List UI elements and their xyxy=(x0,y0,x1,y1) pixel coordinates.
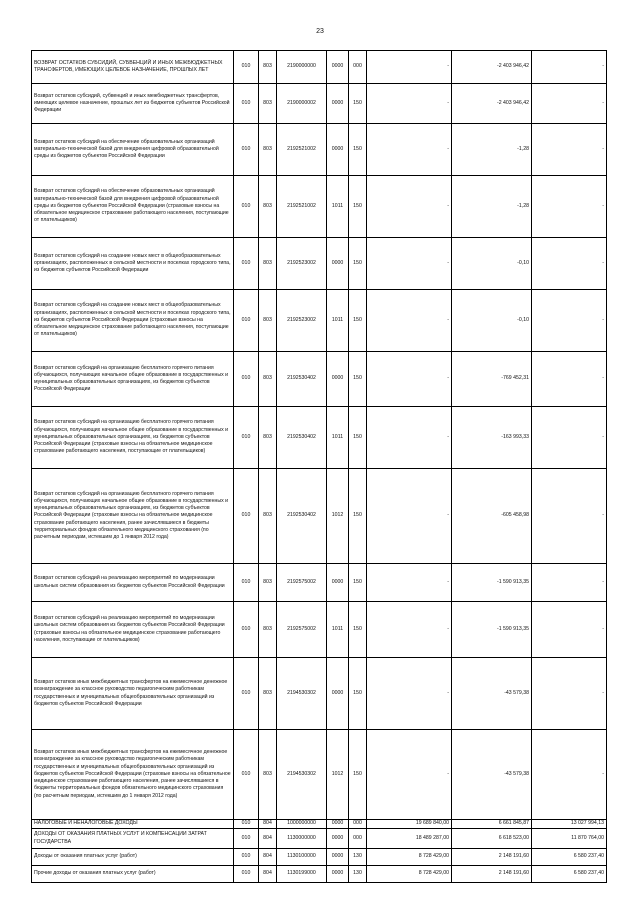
chapter-code: 803 xyxy=(259,124,277,176)
chapter-code: 803 xyxy=(259,176,277,238)
row-name: Возврат остатков субсидий на организацию бесплатного горячего питания обучающихся, получающих начальное общее образование в государственных и муниципальных образовательных организациях, из бюджетов субъектов Российской Федерации (страховые взносы на обязательное медицинское страхование работающего населения, ранее зачислявшиеся в бюджеты территориальных фондов обязательного медицинского страхования (по расчетным периодам, истекшим до 1 января 2012 года) xyxy=(32,469,234,564)
classification-code: 2192530402 xyxy=(277,352,327,407)
row-name: Возврат остатков субсидий на обеспечение образовательных организаций материально-технической базой для внедрения цифровой образовательной среды из бюджетов субъектов Российской Федерации (страховые взносы на обязательное медицинское страхование работающего населения, поступающие от плательщиков) xyxy=(32,176,234,238)
kosgu-code: 000 xyxy=(349,820,367,829)
admin-code: 010 xyxy=(234,820,259,829)
unexecuted-amount: - xyxy=(532,84,607,124)
approved-amount: - xyxy=(367,407,452,469)
classification-code: 2194530302 xyxy=(277,730,327,820)
table-row xyxy=(32,469,607,564)
subtype-code: 1012 xyxy=(327,730,349,820)
chapter-code: 804 xyxy=(259,829,277,849)
admin-code: 010 xyxy=(234,407,259,469)
executed-amount: -1,28 xyxy=(452,124,532,176)
chapter-code: 804 xyxy=(259,849,277,866)
chapter-code: 803 xyxy=(259,290,277,352)
table-body xyxy=(32,51,607,883)
row-name: Возврат остатков субсидий, субвенций и иных межбюджетных трансфертов, имеющих целевое назначение, прошлых лет из бюджетов субъектов Российской Федерации xyxy=(32,84,234,124)
admin-code: 010 xyxy=(234,829,259,849)
admin-code: 010 xyxy=(234,176,259,238)
admin-code: 010 xyxy=(234,84,259,124)
executed-amount: -0,10 xyxy=(452,290,532,352)
executed-amount: -1 590 913,35 xyxy=(452,602,532,658)
classification-code: 2192521002 xyxy=(277,176,327,238)
admin-code: 010 xyxy=(234,849,259,866)
unexecuted-amount: 13 027 994,13 xyxy=(532,820,607,829)
admin-code: 010 xyxy=(234,51,259,84)
approved-amount: - xyxy=(367,730,452,820)
executed-amount: -163 993,33 xyxy=(452,407,532,469)
chapter-code: 803 xyxy=(259,730,277,820)
approved-amount: 8 728 429,00 xyxy=(367,849,452,866)
executed-amount: -769 452,31 xyxy=(452,352,532,407)
admin-code: 010 xyxy=(234,658,259,730)
executed-amount: -43 579,38 xyxy=(452,658,532,730)
kosgu-code: 000 xyxy=(349,829,367,849)
table-row xyxy=(32,730,607,820)
table-row xyxy=(32,820,607,829)
unexecuted-amount: 6 580 237,40 xyxy=(532,849,607,866)
table-row xyxy=(32,84,607,124)
executed-amount: 6 661 845,87 xyxy=(452,820,532,829)
admin-code: 010 xyxy=(234,469,259,564)
approved-amount: - xyxy=(367,352,452,407)
table-row xyxy=(32,352,607,407)
classification-code: 2190000002 xyxy=(277,84,327,124)
classification-code: 2192521002 xyxy=(277,124,327,176)
executed-amount: -2 403 946,42 xyxy=(452,51,532,84)
executed-amount: -1 590 913,35 xyxy=(452,564,532,602)
subtype-code: 0000 xyxy=(327,849,349,866)
approved-amount: - xyxy=(367,290,452,352)
executed-amount: 2 148 191,60 xyxy=(452,866,532,883)
unexecuted-amount: - xyxy=(532,352,607,407)
kosgu-code: 150 xyxy=(349,602,367,658)
kosgu-code: 150 xyxy=(349,352,367,407)
classification-code: 2192523002 xyxy=(277,290,327,352)
chapter-code: 803 xyxy=(259,84,277,124)
chapter-code: 803 xyxy=(259,238,277,290)
approved-amount: - xyxy=(367,602,452,658)
approved-amount: 8 728 429,00 xyxy=(367,866,452,883)
kosgu-code: 150 xyxy=(349,730,367,820)
approved-amount: - xyxy=(367,176,452,238)
admin-code: 010 xyxy=(234,602,259,658)
subtype-code: 1012 xyxy=(327,469,349,564)
table-row xyxy=(32,602,607,658)
approved-amount: 19 689 840,00 xyxy=(367,820,452,829)
admin-code: 010 xyxy=(234,730,259,820)
admin-code: 010 xyxy=(234,238,259,290)
kosgu-code: 150 xyxy=(349,407,367,469)
table-row xyxy=(32,176,607,238)
unexecuted-amount: 11 870 764,00 xyxy=(532,829,607,849)
table-row xyxy=(32,51,607,84)
row-name: Возврат остатков субсидий на организацию бесплатного горячего питания обучающихся, получающих начальное общее образование в государственных и муниципальных образовательных организациях, из бюджетов субъектов Российской Федерации (страховые взносы на обязательное медицинское страхование работающего населения, поступающие от плательщиков) xyxy=(32,407,234,469)
admin-code: 010 xyxy=(234,124,259,176)
executed-amount: 2 148 191,60 xyxy=(452,849,532,866)
classification-code: 2190000000 xyxy=(277,51,327,84)
chapter-code: 803 xyxy=(259,564,277,602)
unexecuted-amount: - xyxy=(532,658,607,730)
executed-amount: -605 458,98 xyxy=(452,469,532,564)
unexecuted-amount: 6 580 237,40 xyxy=(532,866,607,883)
subtype-code: 0000 xyxy=(327,829,349,849)
approved-amount: - xyxy=(367,124,452,176)
unexecuted-amount: - xyxy=(532,730,607,820)
unexecuted-amount: - xyxy=(532,469,607,564)
chapter-code: 803 xyxy=(259,51,277,84)
kosgu-code: 150 xyxy=(349,290,367,352)
approved-amount: - xyxy=(367,84,452,124)
classification-code: 2192530402 xyxy=(277,469,327,564)
subtype-code: 0000 xyxy=(327,84,349,124)
kosgu-code: 150 xyxy=(349,238,367,290)
row-name: Возврат остатков субсидий на создание новых мест в общеобразовательных организациях, расположенных в сельской местности и поселках городского типа, из бюджетов субъектов Российской Федерации xyxy=(32,238,234,290)
admin-code: 010 xyxy=(234,352,259,407)
kosgu-code: 150 xyxy=(349,564,367,602)
classification-code: 2192575002 xyxy=(277,564,327,602)
approved-amount: - xyxy=(367,564,452,602)
table-row xyxy=(32,407,607,469)
subtype-code: 0000 xyxy=(327,51,349,84)
row-name: НАЛОГОВЫЕ И НЕНАЛОГОВЫЕ ДОХОДЫ xyxy=(32,820,234,829)
table-row xyxy=(32,658,607,730)
subtype-code: 1011 xyxy=(327,407,349,469)
row-name: Возврат остатков иных межбюджетных трансфертов на ежемесячное денежное вознаграждение за классное руководство педагогическим работникам государственных и муниципальных общеобразовательных организаций из бюджетов субъектов Российской Федерации xyxy=(32,658,234,730)
page-number: 23 xyxy=(316,28,324,35)
table-row xyxy=(32,849,607,866)
table-row xyxy=(32,866,607,883)
approved-amount: - xyxy=(367,238,452,290)
classification-code: 2192575002 xyxy=(277,602,327,658)
kosgu-code: 150 xyxy=(349,469,367,564)
row-name: Возврат остатков субсидий на реализацию мероприятий по модернизации школьных систем образования из бюджетов субъектов Российской Федерации xyxy=(32,564,234,602)
subtype-code: 1011 xyxy=(327,176,349,238)
kosgu-code: 150 xyxy=(349,84,367,124)
chapter-code: 804 xyxy=(259,866,277,883)
kosgu-code: 150 xyxy=(349,658,367,730)
row-name: Возврат остатков субсидий на реализацию мероприятий по модернизации школьных систем образования из бюджетов субъектов Российской Федерации (страховые взносы на обязательное медицинское страхование работающего населения, поступающие от плательщиков) xyxy=(32,602,234,658)
subtype-code: 0000 xyxy=(327,820,349,829)
subtype-code: 0000 xyxy=(327,352,349,407)
kosgu-code: 000 xyxy=(349,51,367,84)
unexecuted-amount: - xyxy=(532,290,607,352)
row-name: Доходы от оказания платных услуг (работ) xyxy=(32,849,234,866)
chapter-code: 803 xyxy=(259,469,277,564)
table-row xyxy=(32,564,607,602)
row-name: ВОЗВРАТ ОСТАТКОВ СУБСИДИЙ, СУБВЕНЦИЙ И ИНЫХ МЕЖБЮДЖЕТНЫХ ТРАНСФЕРТОВ, ИМЕЮЩИХ ЦЕЛЕВОЕ НАЗНАЧЕНИЕ, ПРОШЛЫХ ЛЕТ xyxy=(32,51,234,84)
subtype-code: 0000 xyxy=(327,658,349,730)
row-name: ДОХОДЫ ОТ ОКАЗАНИЯ ПЛАТНЫХ УСЛУГ И КОМПЕНСАЦИИ ЗАТРАТ ГОСУДАРСТВА xyxy=(32,829,234,849)
kosgu-code: 130 xyxy=(349,849,367,866)
classification-code: 1000000000 xyxy=(277,820,327,829)
table-row xyxy=(32,238,607,290)
table-row xyxy=(32,124,607,176)
chapter-code: 804 xyxy=(259,820,277,829)
unexecuted-amount: - xyxy=(532,564,607,602)
chapter-code: 803 xyxy=(259,602,277,658)
chapter-code: 803 xyxy=(259,352,277,407)
approved-amount: - xyxy=(367,658,452,730)
table-row xyxy=(32,290,607,352)
classification-code: 2192530402 xyxy=(277,407,327,469)
kosgu-code: 130 xyxy=(349,866,367,883)
row-name: Возврат остатков субсидий на организацию бесплатного горячего питания обучающихся, получающих начальное общее образование в государственных и муниципальных образовательных организациях, из бюджетов субъектов Российской Федерации xyxy=(32,352,234,407)
unexecuted-amount: - xyxy=(532,238,607,290)
subtype-code: 0000 xyxy=(327,866,349,883)
executed-amount: -0,10 xyxy=(452,238,532,290)
row-name: Прочие доходы от оказания платных услуг (работ) xyxy=(32,866,234,883)
approved-amount: - xyxy=(367,51,452,84)
unexecuted-amount: - xyxy=(532,176,607,238)
classification-code: 1130000000 xyxy=(277,829,327,849)
chapter-code: 803 xyxy=(259,658,277,730)
unexecuted-amount: - xyxy=(532,124,607,176)
classification-code: 1130100000 xyxy=(277,849,327,866)
subtype-code: 0000 xyxy=(327,124,349,176)
table-row xyxy=(32,829,607,849)
subtype-code: 0000 xyxy=(327,564,349,602)
unexecuted-amount: - xyxy=(532,602,607,658)
row-name: Возврат остатков иных межбюджетных трансфертов на ежемесячное денежное вознаграждение за классное руководство педагогическим работникам государственных и муниципальных общеобразовательных организаций из бюджетов субъектов Российской Федерации (страховые взносы на обязательное медицинское страхование работающего населения, ранее зачислявшиеся в бюджеты территориальных фондов обязательного медицинского страхования (по расчетным периодам, истекшим до 1 января 2012 года) xyxy=(32,730,234,820)
unexecuted-amount: - xyxy=(532,407,607,469)
kosgu-code: 150 xyxy=(349,176,367,238)
subtype-code: 1011 xyxy=(327,602,349,658)
approved-amount: - xyxy=(367,469,452,564)
row-name: Возврат остатков субсидий на создание новых мест в общеобразовательных организациях, расположенных в сельской местности и поселках городского типа, из бюджетов субъектов Российской Федерации (страховые взносы на обязательное медицинское страхование работающего населения, поступающие от плательщиков) xyxy=(32,290,234,352)
budget-table xyxy=(31,50,607,883)
approved-amount: 18 489 287,00 xyxy=(367,829,452,849)
chapter-code: 803 xyxy=(259,407,277,469)
classification-code: 2194530302 xyxy=(277,658,327,730)
executed-amount: -43 579,38 xyxy=(452,730,532,820)
subtype-code: 1011 xyxy=(327,290,349,352)
executed-amount: -2 403 946,42 xyxy=(452,84,532,124)
unexecuted-amount: - xyxy=(532,51,607,84)
classification-code: 1130199000 xyxy=(277,866,327,883)
admin-code: 010 xyxy=(234,866,259,883)
executed-amount: -1,28 xyxy=(452,176,532,238)
admin-code: 010 xyxy=(234,564,259,602)
row-name: Возврат остатков субсидий на обеспечение образовательных организаций материально-технической базой для внедрения цифровой образовательной среды из бюджетов субъектов Российской Федерации xyxy=(32,124,234,176)
executed-amount: 6 618 523,00 xyxy=(452,829,532,849)
classification-code: 2192523002 xyxy=(277,238,327,290)
kosgu-code: 150 xyxy=(349,124,367,176)
subtype-code: 0000 xyxy=(327,238,349,290)
admin-code: 010 xyxy=(234,290,259,352)
